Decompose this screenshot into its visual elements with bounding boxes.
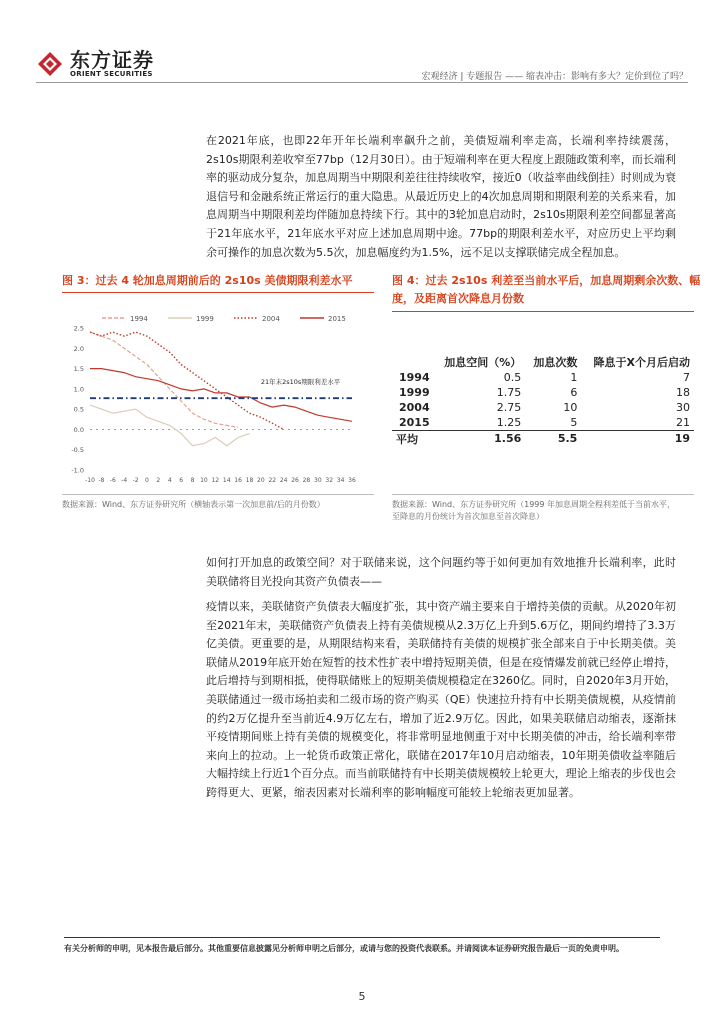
logo-cn: 东方证券	[70, 48, 154, 72]
table-cell: 21	[676, 415, 690, 429]
x-tick-label: 20	[257, 477, 265, 484]
table-cell: 7	[683, 371, 690, 384]
table-header: 加息次数	[533, 356, 578, 369]
legend-label: 2004	[262, 315, 280, 323]
table-cell: 1.25	[496, 415, 522, 429]
y-tick-label: 0.5	[73, 405, 84, 414]
table-cell: 1.56	[434, 430, 526, 447]
table-cell: 5	[570, 415, 578, 429]
fig3-divider	[62, 292, 374, 293]
x-tick-label: 36	[348, 477, 356, 484]
x-tick-label: -6	[109, 477, 116, 484]
x-tick-label: 6	[179, 477, 184, 484]
series-line-2015	[90, 369, 352, 422]
fig3-chart	[62, 310, 362, 488]
legend-label: 1999	[196, 315, 214, 323]
table-cell: 19	[581, 430, 694, 447]
footer-divider	[64, 937, 660, 938]
fig4-title-line2: 度，及距离首次降息月份数	[392, 292, 524, 305]
x-tick-label: -8	[98, 477, 105, 484]
x-tick-label: 22	[268, 477, 277, 484]
table-cell: 6	[570, 386, 578, 399]
x-tick-label: 8	[190, 477, 195, 484]
legend-label: 2015	[328, 315, 346, 323]
table-cell: 5.5	[525, 430, 581, 447]
paragraph-3: 疫情以来，美联储资产负债表大幅度扩张，其中资产端主要来自于增持美债的贡献。从2020年初至2021年末，美联储资产负债表上持有美债规模从2.3万亿上升到5.6万亿，期间约增持了3.3万亿美债。更重要的是，从期限结构来看，美联储持有美债的规模扩张全部来自于中长期美债。美联储从2019年底开始在短暂的技术性扩表中增持短期美债，但是在疫情爆发前就已经停止增持，此后增持与到期相抵，使得联储账上的短期美债规模稳定在3260亿。同时，自2020年3月开始，美联储通过一级市场拍卖和二级市场的资产购买（QE）快速拉升持有中长期美债规模，从疫情前的约2万亿提升至当前近4.9万亿左右，增加了近2.9万亿。因此，如果美联储启动缩表，逐渐抹平疫情期间账上持有美债的规模变化，将非常明显地侧重于对中长期美债的冲击，给长端利率带来向上的拉动。上一轮货币政策正常化，联储在2017年10月启动缩表，10年期美债收益率随后大幅持续上行近1个百分点。而当前联储持有中长期美债规模较上轮更大，理论上缩表的步伐也会跨得更大、更紧，缩表因素对长端利率的影响幅度可能较上轮缩表更加显著。	[206, 600, 676, 799]
table-cell: 1994	[399, 371, 430, 384]
orient-logo-icon	[36, 50, 64, 78]
fig3-title: 图 3：过去 4 轮加息周期前后的 2s10s 美债期限利差水平	[62, 274, 353, 287]
paragraph-1: 在2021年底，也即22年开年长端利率飙升之前，美债短端利率走高，长端利率持续震荡，2s10s期限利差收窄至77bp（12月30日）。由于短端利率在更大程度上跟随政策利率，而长端利率的驱动成分复杂，加息周期当中期限利差往往持续收窄，接近0（收益率曲线倒挂）时则成为衰退信号和金融系统正常运行的重大隐患。从最近历史上的4次加息周期和期限利差的关系来看，加息周期当中期限利差均伴随加息持续下行。其中的3轮加息启动时，2s10s期限利差空间都显著高于21年底水平，21年底水平对应上述加息周期中途。77bp的期限利差水平，对应历史上平均剩余可操作的加息次数为5.5次，加息幅度约为1.5%，远不足以支撑联储完成全程加息。	[206, 134, 676, 259]
table-header-row	[392, 354, 694, 370]
breadcrumb: 宏观经济 | 专题报告 —— 缩表冲击：影响有多大？定价到位了吗？	[421, 72, 688, 82]
table-cell: 1.75	[496, 386, 522, 399]
x-tick-label: 0	[145, 477, 149, 484]
y-tick-label: 1.5	[73, 365, 84, 374]
x-tick-label: 30	[314, 477, 322, 484]
x-tick-label: 32	[325, 477, 334, 484]
y-tick-label: 0.0	[73, 425, 84, 434]
logo-en: ORIENT SECURITIES	[70, 70, 153, 78]
table-cell: 10	[563, 401, 578, 414]
table-header: 加息空间（%）	[444, 356, 522, 369]
chart-legend	[102, 315, 346, 323]
fig4-source-line2: 至降息的月份统计为首次加息至首次降息）	[392, 512, 544, 521]
footer-disclaimer: 有关分析师的申明，见本报告最后部分。其他重要信息披露见分析师申明之后部分，或请与您的投资代表联系。并请阅读本证券研究报告最后一页的免责申明。	[64, 944, 624, 953]
fig4-source-line1: 数据来源：Wind、东方证券研究所（1999 年加息周期全程利差低于当前水平，	[392, 500, 676, 509]
table-header	[392, 354, 434, 370]
x-tick-label: 10	[200, 477, 208, 484]
table-cell: 1	[570, 371, 578, 384]
table-avg-row	[392, 430, 694, 447]
table-cell: 2015	[399, 415, 430, 429]
x-tick-label: 26	[291, 477, 299, 484]
x-tick-label: 16	[234, 477, 242, 484]
x-tick-label: -10	[85, 477, 95, 484]
x-tick-label: 34	[336, 477, 345, 484]
table-cell: 0.5	[503, 371, 522, 384]
y-tick-label: 2.5	[73, 324, 84, 333]
table-row	[392, 400, 694, 415]
x-tick-label: 12	[211, 477, 220, 484]
table-cell: 平均	[392, 430, 434, 447]
fig4-divider	[392, 311, 694, 312]
x-tick-label: 28	[302, 477, 311, 484]
x-tick-label: 14	[222, 477, 231, 484]
fig3-bottom-divider	[62, 494, 374, 495]
x-tick-label: 4	[167, 477, 172, 484]
table-cell: 2.75	[496, 401, 522, 414]
table-row	[392, 370, 694, 385]
series-line-2004	[90, 332, 284, 429]
table-cell: 30	[676, 401, 690, 414]
fig4-bottom-divider	[392, 494, 694, 495]
fig4-title-line1: 图 4：过去 2s10s 利差至当前水平后，加息周期剩余次数、幅	[392, 274, 701, 287]
legend-label: 1994	[130, 315, 148, 323]
table-cell: 18	[676, 386, 690, 399]
y-tick-label: 2.0	[73, 344, 84, 353]
table-row	[392, 385, 694, 400]
header-divider	[36, 82, 688, 83]
x-tick-label: -4	[121, 477, 128, 484]
paragraph-2: 如何打开加息的政策空间？对于联储来说，这个问题约等于如何更加有效地推升长端利率，此时美联储将目光投向其资产负债表——	[206, 556, 676, 588]
page-number: 5	[358, 990, 366, 1003]
reference-label: 21年末2s10s期限利差水平	[260, 378, 341, 387]
fig3-source: 数据来源：Wind、东方证券研究所（横轴表示第一次加息前/后的月份数）	[62, 500, 325, 509]
logo	[36, 50, 154, 78]
x-tick-label: -2	[132, 477, 139, 484]
x-tick-label: 24	[279, 477, 288, 484]
x-tick-label: 18	[245, 477, 254, 484]
table-header: 降息于X个月后启动	[593, 356, 690, 369]
y-tick-label: -0.5	[71, 446, 84, 455]
table-row	[392, 415, 694, 430]
fig4-table	[392, 354, 694, 447]
x-tick-label: 2	[156, 477, 161, 484]
y-tick-label: -1.0	[71, 466, 84, 475]
table-cell: 1999	[399, 386, 430, 399]
table-cell: 2004	[399, 401, 430, 414]
y-tick-label: 1.0	[73, 385, 84, 394]
